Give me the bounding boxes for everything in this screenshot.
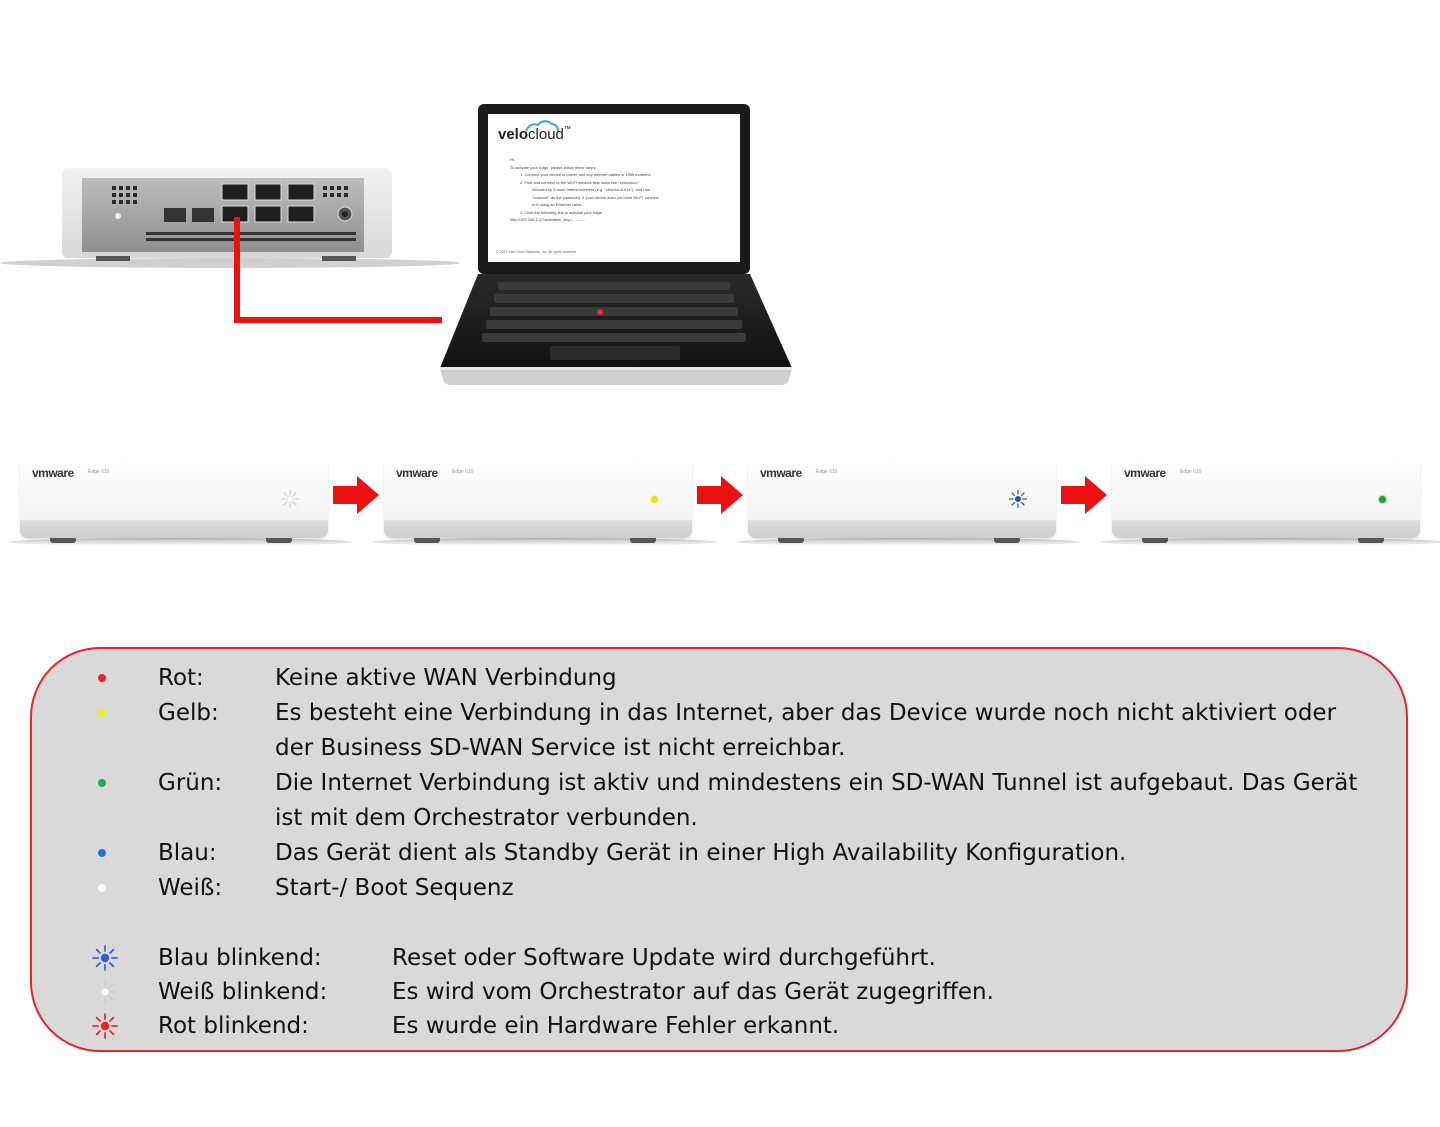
email-line: "vcsecret" as the password. If your device does not have Wi-Fi, connect (532, 194, 659, 200)
legend-label: Gelb: (158, 700, 219, 726)
legend-bullet (98, 709, 106, 717)
model-label: Edge 610 (816, 469, 838, 475)
legend-bullet (98, 674, 106, 682)
vmware-logo: vmware (760, 466, 802, 480)
email-line: http://192.168.2.1/?activation_key=............ (510, 217, 586, 222)
led-status-legend (30, 647, 1408, 1052)
legend-label: Blau: (158, 840, 217, 866)
email-line: Hi, (510, 157, 515, 162)
legend-description: Es wird vom Orchestrator auf das Gerät zugegriffen. (392, 979, 994, 1005)
legend-label: Rot blinkend: (158, 1013, 309, 1039)
model-label: Edge 610 (88, 469, 110, 475)
legend-bullet (98, 779, 106, 787)
legend-description: Reset oder Software Update wird durchgeführt. (392, 945, 936, 971)
device-foot (630, 538, 656, 543)
legend-label: Blau blinkend: (158, 945, 322, 971)
legend-description: Es besteht eine Verbindung in das Internet, aber das Device wurde noch nicht aktiviert oder (275, 700, 1337, 726)
model-label: Edge 610 (452, 469, 474, 475)
edge-device-1 (8, 460, 353, 555)
legend-bullet (98, 849, 106, 857)
status-led (1379, 496, 1386, 503)
device-base (748, 520, 1056, 538)
edge-device-2 (372, 460, 717, 555)
model-label: Edge 610 (1180, 469, 1202, 475)
vmware-logo: vmware (1124, 466, 1166, 480)
legend-description: Das Gerät dient als Standby Gerät in einer High Availability Konfiguration. (275, 840, 1127, 866)
legend-label: Rot: (158, 665, 204, 691)
legend-label: Weiß blinkend: (158, 979, 328, 1005)
email-footer: © 2021 VeloCloud Networks, Inc. All rights reserved. (496, 250, 578, 254)
email-body (510, 156, 659, 224)
device-foot (778, 538, 804, 543)
email-line: 1. Connect your device to power and any Internet cables or USB modems. (520, 172, 652, 177)
legend-description: Die Internet Verbindung ist aktiv und mindestens ein SD-WAN Tunnel ist aufgebaut. Das Gerät (275, 770, 1358, 796)
legend-label: Weiß: (158, 875, 223, 901)
legend-description: Es wurde ein Hardware Fehler erkannt. (392, 1013, 840, 1039)
status-led (651, 496, 658, 503)
blinking-led-icon (91, 1012, 119, 1040)
device-foot (994, 538, 1020, 543)
legend-description: Keine aktive WAN Verbindung (275, 665, 617, 691)
cloud-icon (524, 120, 560, 132)
email-line: 3. Click the following link to activate your edge: (520, 209, 603, 215)
device-foot (1358, 538, 1384, 543)
edge-device-3 (736, 460, 1081, 555)
device-foot (1142, 538, 1168, 543)
legend-label: Grün: (158, 770, 223, 796)
device-foot (50, 538, 76, 543)
legend-description: der Business SD-WAN Service ist nicht erreichbar. (275, 735, 846, 761)
activation-email (490, 116, 738, 260)
vmware-logo: vmware (396, 466, 438, 480)
status-led-blinking (280, 489, 300, 509)
device-base (20, 520, 328, 538)
legend-description: Start-/ Boot Sequenz (275, 875, 514, 901)
ethernet-cable (225, 215, 450, 330)
legend-description: ist mit dem Orchestrator verbunden. (275, 805, 698, 831)
email-line: to it using an Ethernet cable. (532, 202, 583, 207)
vmware-logo: vmware (32, 466, 74, 480)
device-foot (414, 538, 440, 543)
email-line: To activate your Edge, please follow these steps: (510, 164, 597, 170)
device-foot (266, 538, 292, 543)
device-base (384, 520, 692, 538)
blinking-led-icon (91, 978, 119, 1006)
email-line: followed by 3 more letters/numbers (e.g. "velocloud-01c"), and use (532, 187, 650, 192)
device-base (1112, 520, 1420, 538)
blinking-led-icon (91, 944, 119, 972)
status-led-blinking (1008, 489, 1028, 509)
edge-device-4 (1100, 460, 1440, 555)
legend-bullet (98, 884, 106, 892)
velocloud-logo: velocloud™ (498, 126, 571, 143)
email-line: 2. Find and connect to the Wi-Fi network that looks like "velocloud-" (520, 179, 640, 185)
